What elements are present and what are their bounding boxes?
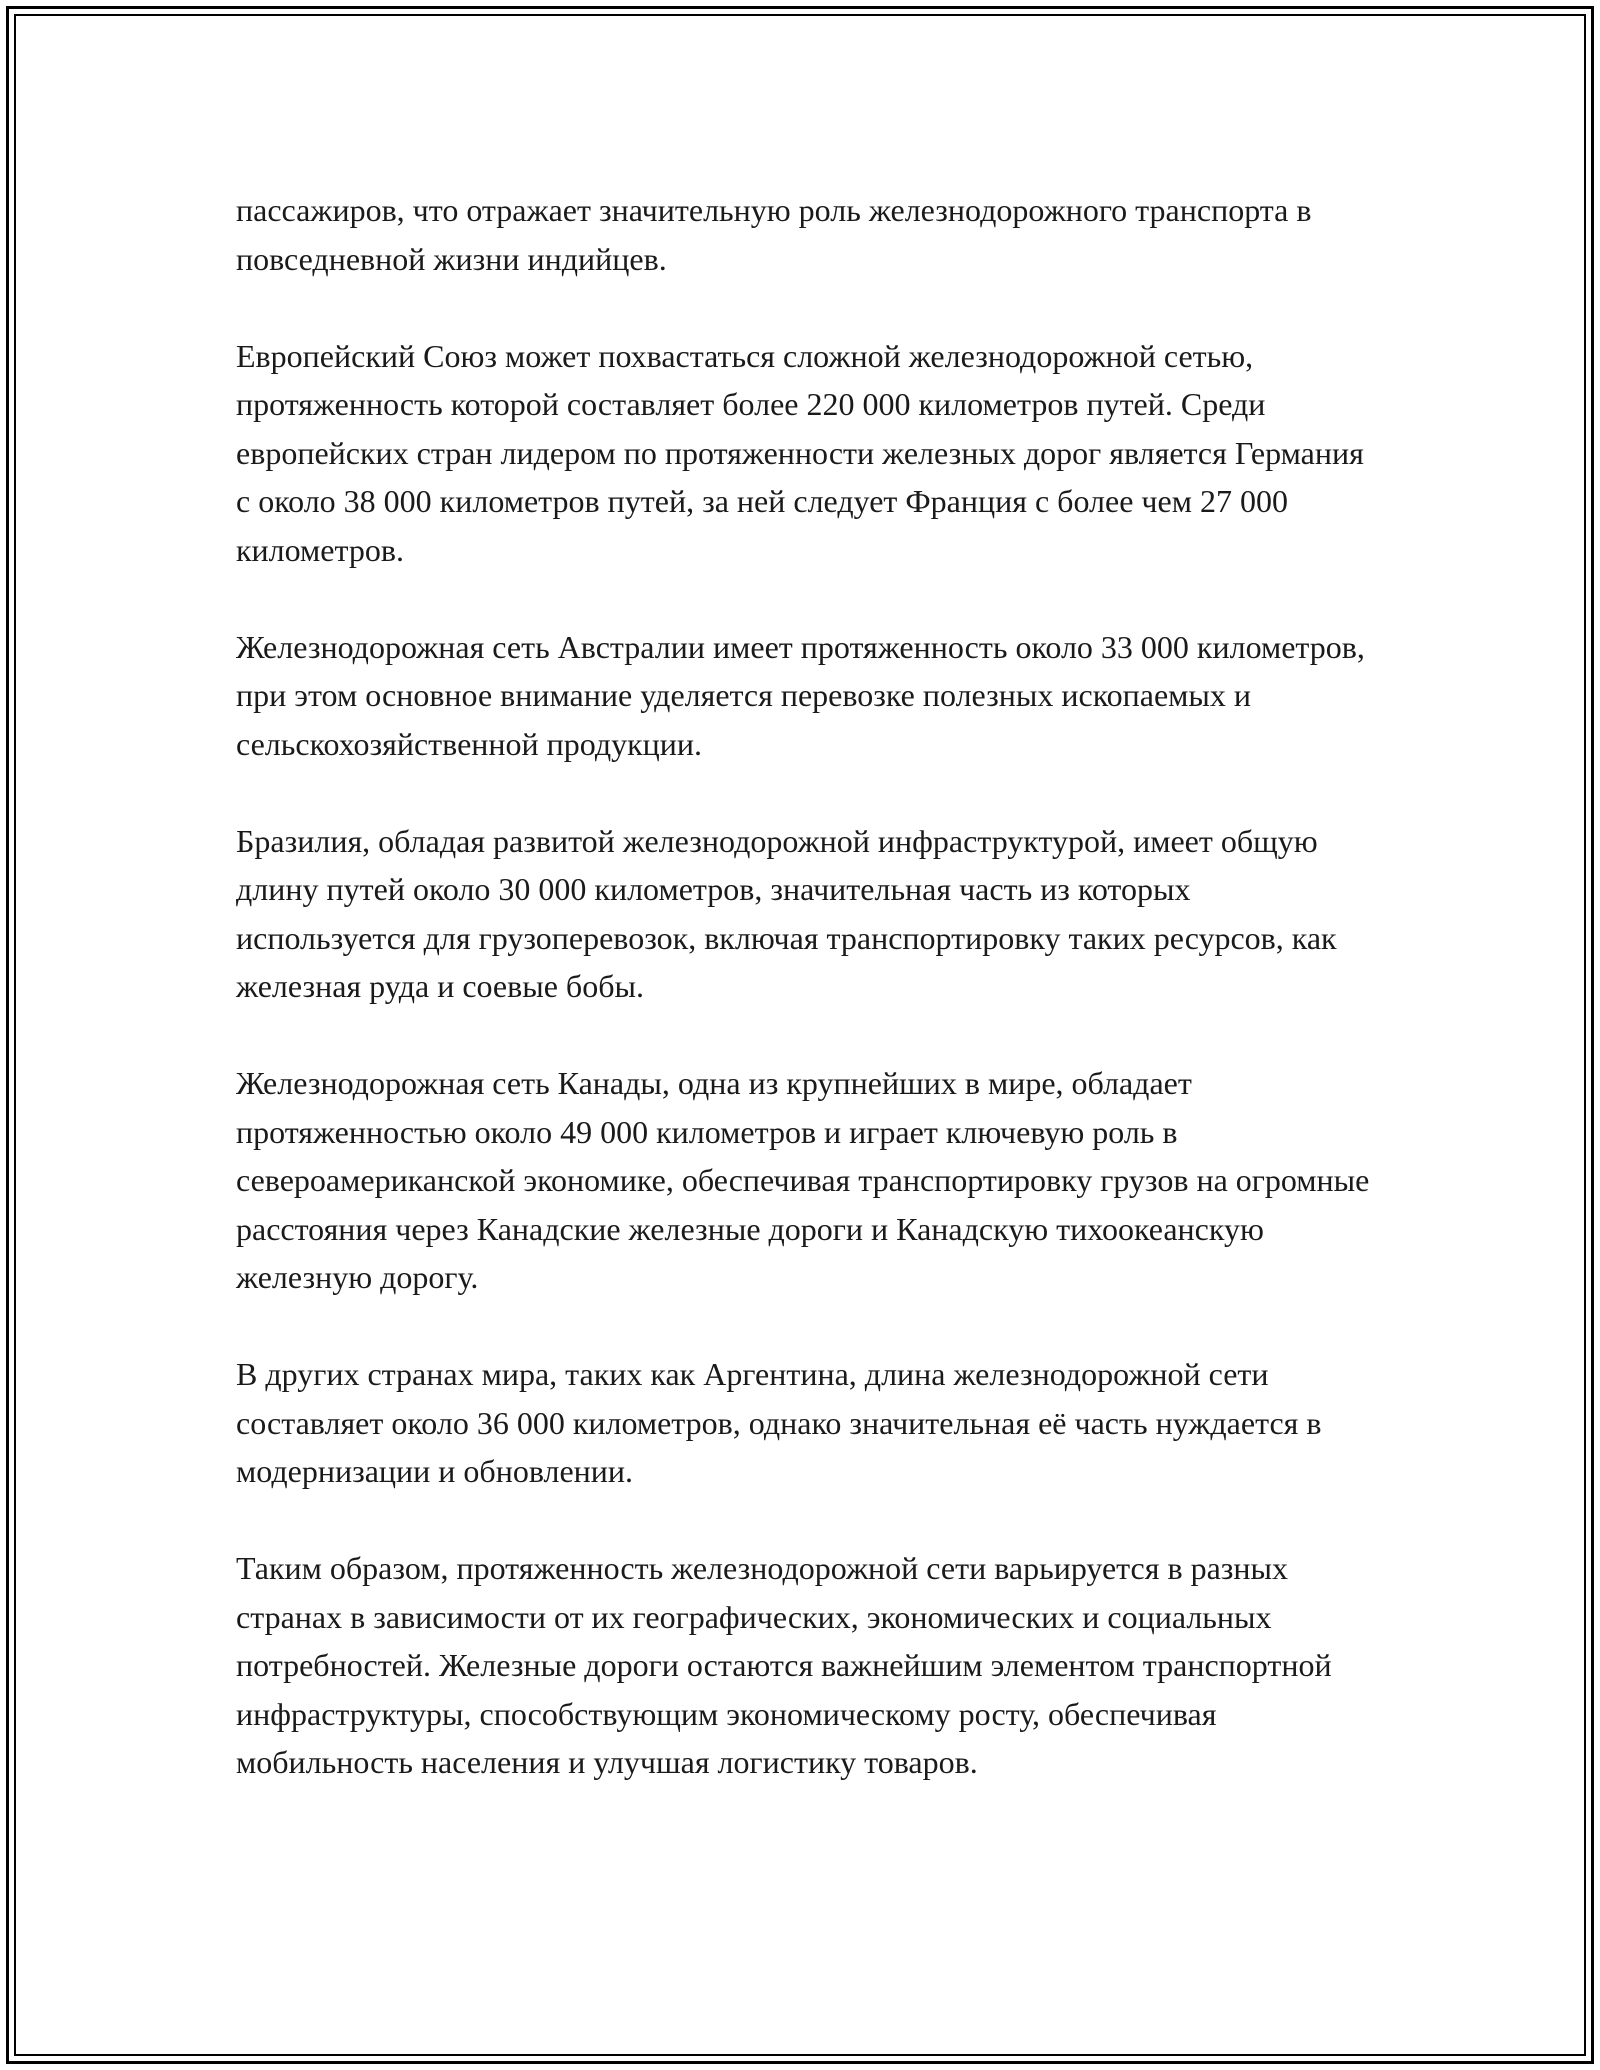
paragraph-european-union: Европейский Союз может похвастаться сложной железнодорожной сетью, протяженность которой составляет более 220 000 километров путей. Среди европейских стран лидером по протяженности железных дорог является Германия с около 38 000 километров путей, за ней следует Франция с более чем 27 000 километров. [236, 337, 1364, 568]
paragraph-india-passengers: пассажиров, что отражает значительную роль железнодорожного транспорта в повседневной жизни индийцев. [236, 192, 1312, 277]
paragraph-canada: Железнодорожная сеть Канады, одна из крупнейших в мире, обладает протяженностью около 49 000 километров и играет ключевую роль в североамериканской экономике, обеспечивая транспортировку грузов на огромные расстояния через Канадские железные дороги и Канадскую тихоокеанскую железную дорогу. [236, 1065, 1370, 1295]
paragraph-australia: Железнодорожная сеть Австралии имеет протяженность около 33 000 километров, при этом основное внимание уделяется перевозке полезных ископаемых и сельскохозяйственной продукции. [236, 628, 1365, 762]
paragraph-brazil: Бразилия, обладая развитой железнодорожной инфраструктурой, имеет общую длину путей около 30 000 километров, значительная часть из которых используется для грузоперевозок, включая транспортировку таких ресурсов, как железная руда и соевые бобы. [236, 822, 1337, 1004]
document-body [236, 186, 1376, 1787]
paragraph-conclusion: Таким образом, протяженность железнодорожной сети варьируется в разных странах в зависимости от их географических, экономических и социальных потребностей. Железные дороги остаются важнейшим элементом транспортной инфраструктуры, способствующим экономическому росту, обеспечивая мобильность населения и улучшая логистику товаров. [236, 1550, 1332, 1780]
paragraph-argentina: В других странах мира, таких как Аргентина, длина железнодорожной сети составляет около 36 000 километров, однако значительная её часть нуждается в модернизации и обновлении. [236, 1356, 1322, 1489]
